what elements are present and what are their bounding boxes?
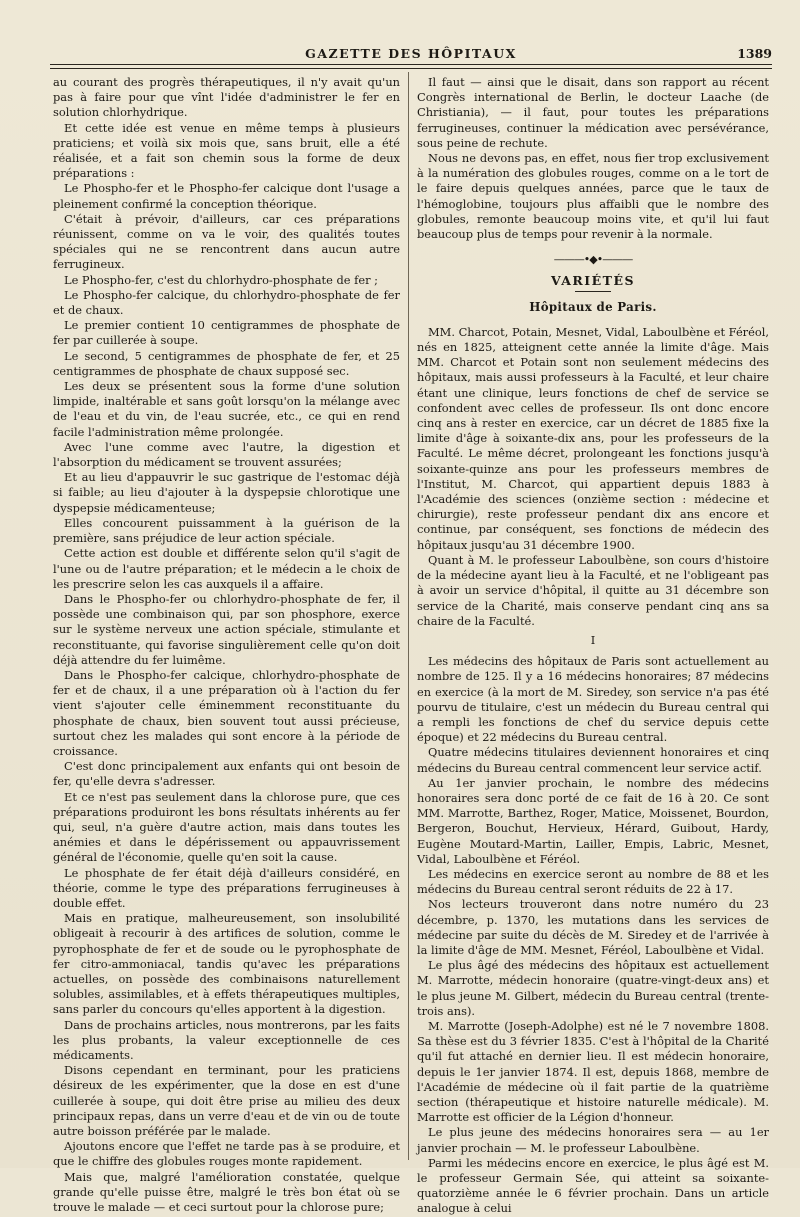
paragraph: Dans le Phospho-fer ou chlorhydro-phosphate de fer, il possède une combinaison qui, par son phosphore, exerce sur le système nerveux une action spéciale, stimulante et reconstituante, qui favorise singulièrement celle qu'on doit déjà attendre du fer luimême. (53, 591, 400, 667)
paragraph: Dans le Phospho-fer calcique, chlorhydro-phosphate de fer et de chaux, il a une préparation où à l'action du fer vient s'ajouter celle éminemment reconstituante du phosphate de chaux, bien souvent tout aussi précieuse, surtout chez les malades qui sont encore à la période de croissance. (53, 667, 400, 758)
paragraph: C'était à prévoir, d'ailleurs, car ces préparations réunissent, comme on va le voir, des qualités toutes spéciales qui ne se rencontrent dans aucun autre ferrugineux. (53, 211, 400, 272)
paragraph: Le plus âgé des médecins des hôpitaux est actuellement M. Marrotte, médecin honoraire (quatre-vingt-deux ans) et le plus jeune M. Gilbert, médecin du Bureau central (trente-trois ans). (417, 958, 769, 1018)
column-divider (408, 72, 409, 1160)
right-column (417, 75, 769, 1217)
paragraph: Quatre médecins titulaires deviennent honoraires et cinq médecins du Bureau central commencent leur service actif. (417, 745, 769, 775)
paragraph: Et ce n'est pas seulement dans la chlorose pure, que ces préparations produiront les bons résultats inhérents au fer qui, seul, n'a guère d'autre action, mais dans toutes les anémies et dans le dépérissement ou appauvrissement général de l'économie, quelle qu'en soit la cause. (53, 789, 400, 865)
paragraph: Le Phospho-fer, c'est du chlorhydro-phosphate de fer ; (64, 272, 378, 287)
paragraph: M. Marrotte (Joseph-Adolphe) est né le 7 novembre 1808. Sa thèse est du 3 février 1835. C'est à l'hôpital de la Charité qu'il fut attaché en dernier lieu. Il est médecin honoraire, depuis le 1er janvier 1874. Il est, depuis 1868, membre de l'Académie de médecine où il fait partie de la quatrième section (thérapeutique et histoire naturelle médicale). M. Marrotte est officier de la Légion d'honneur. (417, 1018, 769, 1125)
paragraph: Ajoutons encore que l'effet ne tarde pas à se produire, et que le chiffre des globules rouges monte rapidement. (53, 1139, 400, 1169)
paragraph: Et au lieu d'appauvrir le suc gastrique de l'estomac déjà si faible; au lieu d'ajouter à la dyspepsie chlorotique une dyspepsie médicamenteuse; (53, 470, 400, 515)
paragraph: Les médecins en exercice seront au nombre de 88 et les médecins du Bureau central seront réduits de 22 à 17. (417, 866, 769, 897)
paragraph: Les deux se présentent sous la forme d'une solution limpide, inaltérable et sans goût lorsqu'on la mélange avec de l'eau et du vin, de l'eau sucrée, etc., ce qui en rend facile l'administration même prolongée. (53, 379, 400, 439)
page-number: 1389 (737, 46, 772, 61)
paragraph: Elles concourent puissamment à la guérison de la première, sans préjudice de leur action spéciale. (53, 515, 400, 546)
paragraph: Le second, 5 centigrammes de phosphate de fer, et 25 centigrammes de phosphate de chaux supposé sec. (53, 348, 400, 378)
left-column (53, 75, 400, 1215)
page-header (50, 40, 772, 64)
paragraph: Le Phospho-fer calcique, du chlorhydro-phosphate de fer et de chaux. (53, 287, 400, 318)
roman-numeral-heading: I (590, 632, 596, 647)
paragraph: Quant à M. le professeur Laboulbène, son cours d'histoire de la médecine ayant lieu à la Faculté, et ne l'obligeant pas à avoir un service d'hôpital, il quitte au 31 décembre son service de la Charité, mais conserve pendant cinq ans sa chaire de la Faculté. (417, 552, 769, 628)
header-rule-thin (50, 68, 772, 69)
paragraph: Le Phospho-fer et le Phospho-fer calcique dont l'usage a pleinement confirmé la conception théorique. (53, 181, 400, 211)
paragraph: Le premier contient 10 centigrammes de phosphate de fer par cuillerée à soupe. (53, 318, 400, 348)
paragraph: Et cette idée est venue en même temps à plusieurs praticiens; et voilà six mois que, sans bruit, elle a été réalisée, et a fait son chemin sous la forme de deux préparations : (53, 120, 400, 181)
paragraph: Mais en pratique, malheureusement, son insolubilité obligeait à recourir à des artifices de solution, comme le pyrophosphate de fer et de soude ou le pyrophosphate de fer citro-ammoniacal, tandis qu'avec les préparations actuelles, on possède des combinaisons naturellement solubles, assimilables, et à effets thérapeutiques multiples, sans parler du concours qu'elles apportent à la digestion. (53, 911, 400, 1017)
paragraph: Nos lecteurs trouveront dans notre numéro du 23 décembre, p. 1370, les mutations dans les services de médecine par suite du décès de M. Siredey et de l'arrivée à la limite d'âge de MM. Mesnet, Féréol, Laboulbène et Vidal. (417, 897, 769, 957)
section-separator: ———•◆•——— (553, 253, 633, 267)
paragraph: MM. Charcot, Potain, Mesnet, Vidal, Laboulbène et Féréol, nés en 1825, atteignent cette année la limite d'âge. Mais MM. Charcot et Potain sont non seulement médecins des hôpitaux, mais aussi professeurs à la Faculté, et leur chaire étant une clinique, leurs fonctions de chef de service se confondent avec celles de professeur. Ils ont donc encore cinq ans à rester en exercice, car un décret de 1885 fixe la limite d'âge à soixante-dix ans, pour les professeurs de la Faculté. Le même décret, prolongeant les fonctions jusqu'à soixante-quinze ans pour les professeurs membres de l'Institut, M. Charcot, qui appartient depuis 1883 à l'Académie des sciences (onzième section : médecine et chirurgie), reste professeur pendant dix ans encore et continue, par conséquent, ses fonctions de médecin des hôpitaux jusqu'au 31 décembre 1900. (417, 324, 769, 552)
paragraph: Avec l'une comme avec l'autre, la digestion et l'absorption du médicament se trouvent assurées; (53, 439, 400, 470)
header-rule (50, 64, 772, 65)
paragraph: C'est donc principalement aux enfants qui ont besoin de fer, qu'elle devra s'adresser. (53, 759, 400, 789)
paragraph: Le plus jeune des médecins honoraires sera — au 1er janvier prochain — M. le professeur Laboulbène. (417, 1125, 769, 1155)
paragraph: Parmi les médecins encore en exercice, le plus âgé est M. le professeur Germain Sée, qui atteint sa soixante-quatorzième année le 6 février prochain. Dans un article analogue à celui (417, 1155, 769, 1216)
subsection-title: Hôpitaux de Paris. (529, 299, 657, 314)
section-title: VARIÉTÉS (550, 273, 636, 289)
paragraph: Mais que, malgré l'amélioration constatée, quelque grande qu'elle puisse être, malgré le très bon état où se trouve le malade — et ceci surtout pour la chlorose pure; (53, 1169, 400, 1215)
paragraph: Il faut — ainsi que le disait, dans son rapport au récent Congrès international de Berlin, le docteur Laache (de Christiania), — il faut, pour toutes les préparations ferrugineuses, continuer la médication avec persévérance, sous peine de rechute. (417, 75, 769, 150)
paragraph: Nous ne devons pas, en effet, nous fier trop exclusivement à la numération des globules rouges, comme on a le tort de le faire depuis quelques années, parce que le taux de l'hémoglobine, toujours plus affaibli que le nombre des globules, remonte beaucoup moins vite, et qu'il lui faut beaucoup plus de temps pour revenir à la normale. (417, 151, 769, 242)
journal-title: GAZETTE DES HÔPITAUX (305, 46, 517, 61)
paragraph: Cette action est double et différente selon qu'il s'agit de l'une ou de l'autre préparation; et le médecin a le choix de les prescrire selon les cas auxquels il a affaire. (53, 546, 400, 591)
paragraph: Au 1er janvier prochain, le nombre des médecins honoraires sera donc porté de ce fait de 16 à 20. Ce sont MM. Marrotte, Barthez, Roger, Matice, Moissenet, Bourdon, Bergeron, Bouchut, Hervieux, Hérard, Guibout, Hardy, Eugène Moutard-Martin, Lailler, Empis, Labric, Mesnet, Vidal, Laboulbène et Féréol. (417, 775, 769, 866)
paragraph: Les médecins des hôpitaux de Paris sont actuellement au nombre de 125. Il y a 16 médecins honoraires; 87 médecins en exercice (à la mort de M. Siredey, son service n'a pas été pourvu de titulaire, c'est un médecin du Bureau central qui a rempli les fonctions de chef du service depuis cette époque) et 22 médecins du Bureau central. (417, 654, 769, 745)
section-rule (575, 291, 611, 292)
paragraph: Disons cependant en terminant, pour les praticiens désireux de les expérimenter, que la dose en est d'une cuillerée à soupe, qui doit être prise au milieu des deux principaux repas, dans un verre d'eau et de vin ou de toute autre boisson préférée par le malade. (53, 1063, 400, 1139)
paragraph: au courant des progrès thérapeutiques, il n'y avait qu'un pas à faire pour que vînt l'idée d'administrer le fer en solution chlorhydrique. (53, 75, 400, 120)
paragraph: Dans de prochains articles, nous montrerons, par les faits les plus probants, la valeur exceptionnelle de ces médicaments. (53, 1017, 400, 1062)
paragraph: Le phosphate de fer était déjà d'ailleurs considéré, en théorie, comme le type des préparations ferrugineuses à double effet. (53, 865, 400, 910)
